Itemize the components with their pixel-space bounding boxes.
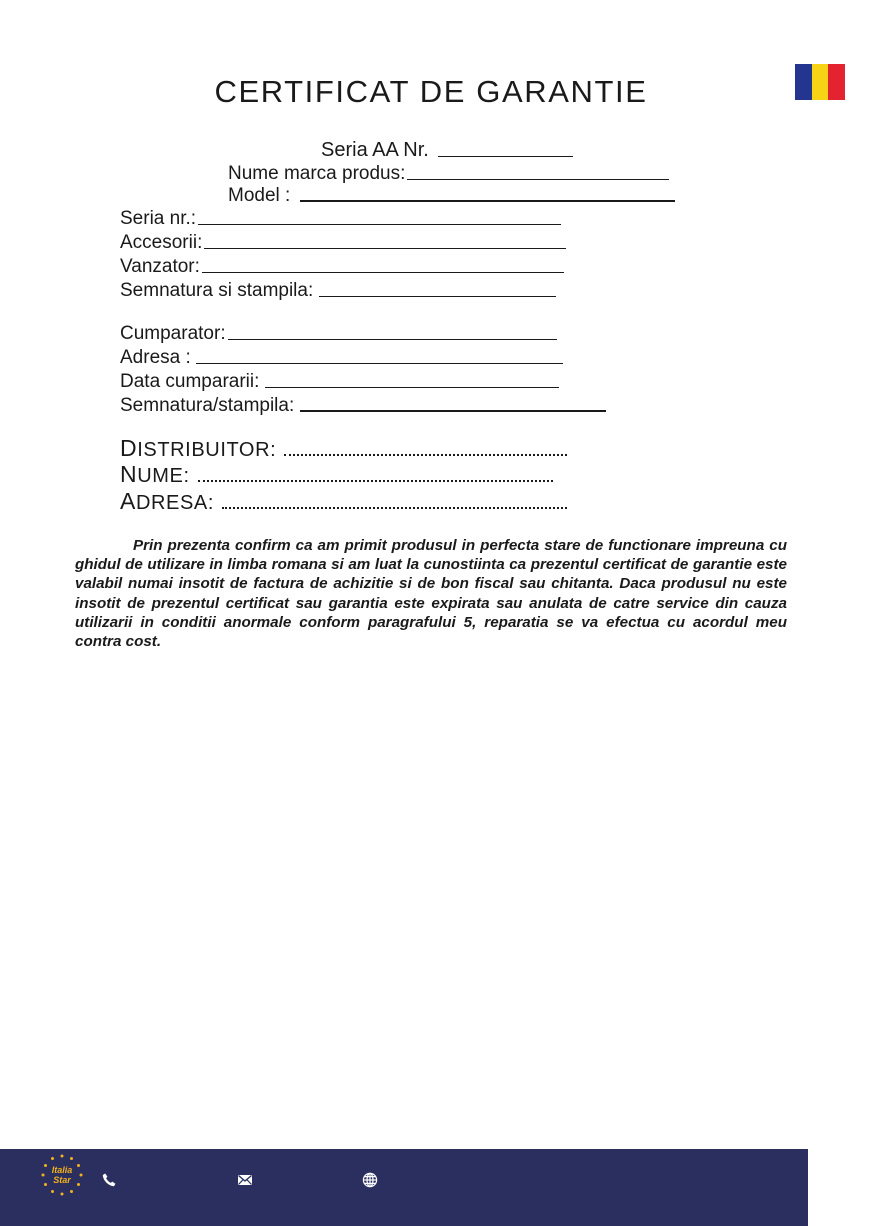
distributor-field [120,437,567,460]
distributor-name-dotted-line[interactable] [198,480,553,482]
logo-text-italia: Italia [51,1165,73,1175]
product-serial-label: Seria nr.: [120,208,197,229]
seller-line[interactable] [202,272,564,273]
brand-name-line[interactable] [407,179,669,180]
footer-bar [0,1149,808,1226]
certificate-title: CERTIFICAT DE GARANTIE [214,74,648,109]
buyer-signature-label: Semnatura/stampila: [120,395,295,416]
buyer-line[interactable] [228,339,557,340]
italia-star-logo [40,1153,84,1197]
distributor-address-label: ADRESA: [120,488,215,514]
buyer-signature-line[interactable] [300,410,606,412]
product-serial-line[interactable] [198,224,561,225]
buyer-signature-field [120,396,606,415]
accessories-field [120,233,566,252]
address-field [120,348,563,367]
accessories-label: Accesorii: [120,232,203,253]
product-serial-field [120,209,561,228]
model-line[interactable] [300,200,675,202]
purchase-date-line[interactable] [265,387,559,388]
distributor-name-field [120,463,553,486]
mail-icon[interactable] [237,1172,253,1188]
seller-field [120,257,564,276]
seller-label: Vanzator: [120,256,200,277]
distributor-name-label: NUME: [120,461,190,487]
purchase-date-field [120,372,559,391]
brand-name-label: Nume marca produs: [228,163,406,184]
seller-signature-line[interactable] [319,296,556,297]
serial-number-field [321,140,573,160]
seller-signature-label: Semnatura si stampila: [120,280,314,301]
logo-text-star: Star [53,1175,71,1185]
phone-icon[interactable] [101,1172,117,1188]
distributor-address-field [120,490,567,513]
buyer-field [120,324,557,343]
brand-name-field [228,164,669,183]
distributor-label: DISTRIBUITOR: [120,435,277,461]
seller-signature-field [120,281,556,300]
distributor-address-dotted-line[interactable] [222,507,567,509]
model-field [228,186,675,205]
address-line[interactable] [196,363,563,364]
purchase-date-label: Data cumpararii: [120,371,260,392]
buyer-label: Cumparator: [120,323,226,344]
globe-icon[interactable] [362,1172,378,1188]
accessories-line[interactable] [204,248,566,249]
distributor-dotted-line[interactable] [284,454,567,456]
serial-number-line[interactable] [438,156,573,157]
address-label: Adresa : [120,347,191,368]
declaration-paragraph: Prin prezenta confirm ca am primit produsul in perfecta stare de functionare impreuna cu ghidul de utilizare in limba romana si am luat la cunostiinta ca prezentul certificat de garantie este valabil numai insotit de factura de achizitie si de bon fiscal sau chitanta. Daca produsul nu este insotit de prezentul certificat sau garantia este expirata sau anulata de catre service din cauza utilizarii in conditii anormale conform paragrafului 5, reparatia se va efectua cu acordul meu contra cost. [75,537,787,651]
serial-number-label: Seria AA Nr. [321,139,429,161]
model-label: Model : [228,185,291,206]
